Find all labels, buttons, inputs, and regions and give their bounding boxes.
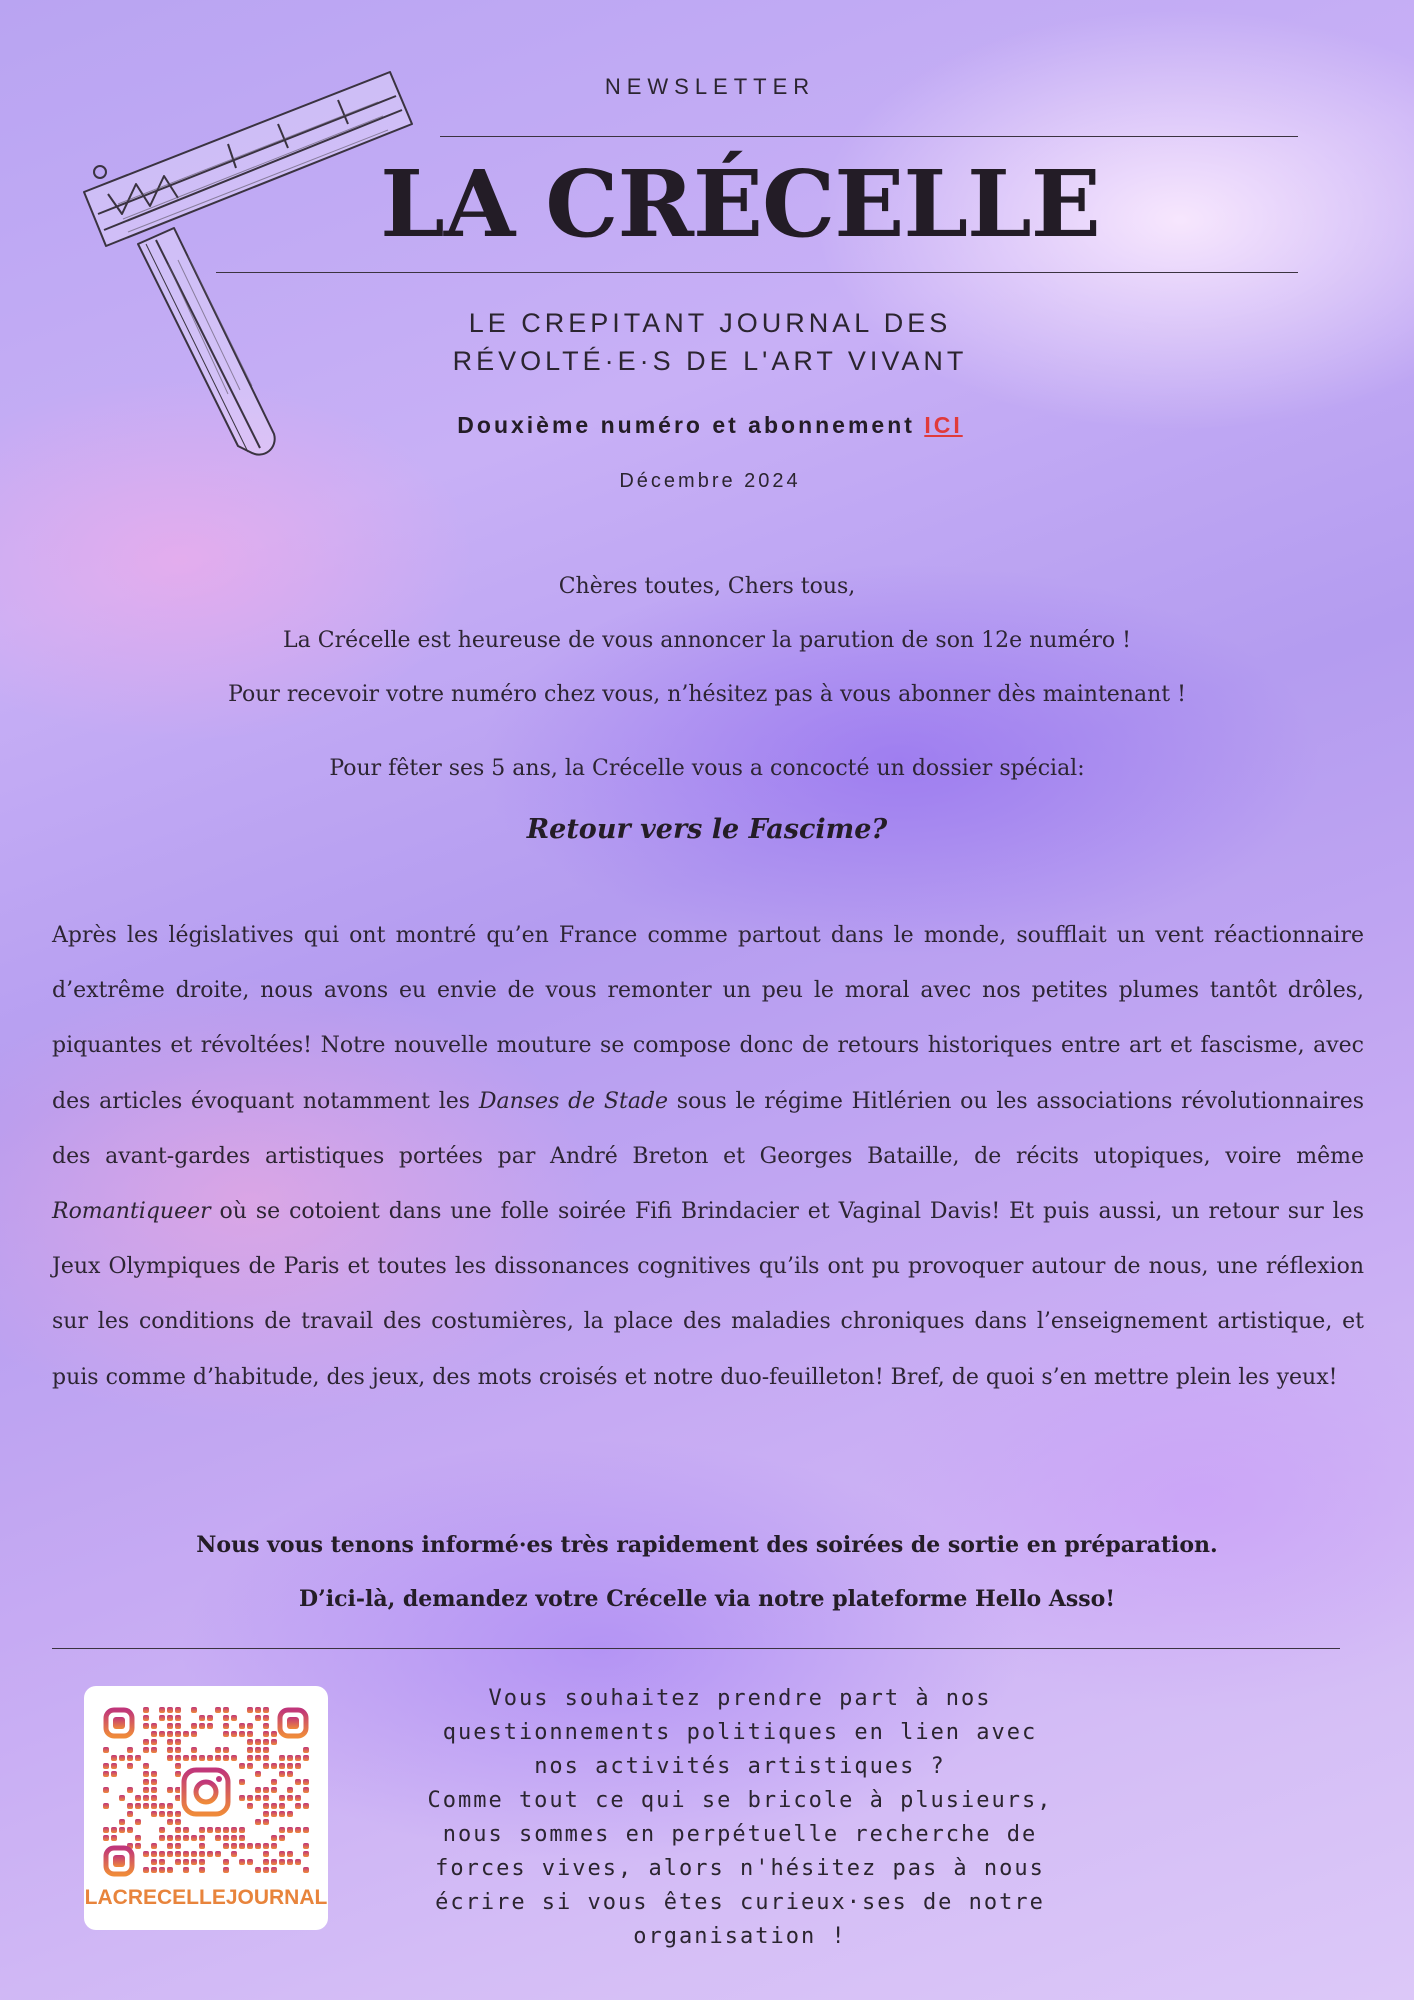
body-text-part: Après les législatives qui ont montré qu’en France comme partout dans le monde, soufflait un vent réactionnaire d’extrême droite, nous avons eu envie de vous remonter un peu le moral avec nos petites plumes tantôt drôles, piquantes et révoltées! Notre nouvelle mouture se compose donc de retours historiques entre art et fascisme, avec des articles évoquant notamment les xyxy=(52,923,1364,1114)
body-text-part: où se cotoient dans une folle soirée Fifi Brindacier et Vaginal Davis! Et puis aussi, un retour sur les Jeux Olympiques de Paris et toutes les dissonances cognitives qu’ils ont pu provoquer autour de nous, une réflexion sur les conditions de travail des costumières, la place des maladies chroniques dans l’enseignement artistique, et puis comme d’habitude, des jeux, des mots croisés et notre duo-feuilleton! Bref, de quoi s’en mettre plein les yeux! xyxy=(52,1199,1364,1390)
body-italic-title: Danses de Stade xyxy=(478,1088,669,1114)
title-top-rule xyxy=(440,136,1298,137)
newsletter-eyebrow: NEWSLETTER xyxy=(604,74,816,99)
subtitle-line: RÉVOLTÉ·E·S DE L'ART VIVANT xyxy=(452,346,968,376)
qr-code-graphic xyxy=(102,1706,310,1878)
announcement: La Crécelle est heureuse de vous annoncer la parution de son 12e numéro ! xyxy=(283,628,1131,653)
subtitle-line: LE CREPITANT JOURNAL DES xyxy=(468,308,952,338)
contact-line: nos activités artistiques ? xyxy=(534,1754,946,1779)
title-bottom-rule xyxy=(216,272,1298,273)
body-italic-title: Romantiqueer xyxy=(52,1199,211,1225)
newsletter-title: LA CRÉCELLE xyxy=(380,150,1100,258)
issue-line xyxy=(360,412,1060,439)
contact-line: organisation ! xyxy=(633,1924,847,1949)
footer-divider xyxy=(52,1648,1340,1649)
subscribe-link[interactable]: ICI xyxy=(924,412,963,438)
body-text-part: sous le régime Hitlérien ou les associations révolutionnaires des avant-gardes artistiques portées par André Breton et Georges Bataille, de récits utopiques, voire même xyxy=(52,1088,1365,1169)
contact-line: nous sommes en perpétuelle recherche de xyxy=(442,1822,1038,1847)
special-dossier-intro: Pour fêter ses 5 ans, la Crécelle vous a concocté un dossier spécial: xyxy=(329,756,1085,781)
instagram-handle: LACRECELLEJOURNAL xyxy=(84,1886,328,1909)
masthead xyxy=(0,0,1414,520)
closing-line: Nous vous tenons informé·es très rapidement des soirées de sortie en préparation. xyxy=(196,1532,1218,1558)
instagram-icon xyxy=(180,1766,232,1818)
contact-line: Comme tout ce qui se bricole à plusieurs, xyxy=(427,1788,1053,1813)
closing-section xyxy=(60,1518,1354,1626)
dossier-title: Retour vers le Fascime? xyxy=(526,814,888,845)
contact-line: écrire si vous êtes curieux·ses de notre xyxy=(435,1890,1045,1915)
issue-date: Décembre 2024 xyxy=(619,470,801,492)
contact-line: questionnements politiques en lien avec xyxy=(442,1720,1038,1745)
newsletter-subtitle xyxy=(390,304,1030,380)
contact-line: forces vives, alors n'hésitez pas à nous xyxy=(435,1856,1045,1881)
contact-invitation xyxy=(400,1682,1080,1954)
instagram-qr-code[interactable] xyxy=(84,1686,328,1930)
body-paragraph xyxy=(52,908,1364,1405)
closing-line: D’ici-là, demandez votre Crécelle via notre plateforme Hello Asso! xyxy=(298,1586,1116,1612)
subscribe-text: Pour recevoir votre numéro chez vous, n’hésitez pas à vous abonner dès maintenant ! xyxy=(228,682,1186,707)
greeting: Chères toutes, Chers tous, xyxy=(558,574,856,599)
issue-text: Douxième numéro et abonnement xyxy=(457,412,925,438)
contact-line: Vous souhaitez prendre part à nos xyxy=(488,1686,992,1711)
